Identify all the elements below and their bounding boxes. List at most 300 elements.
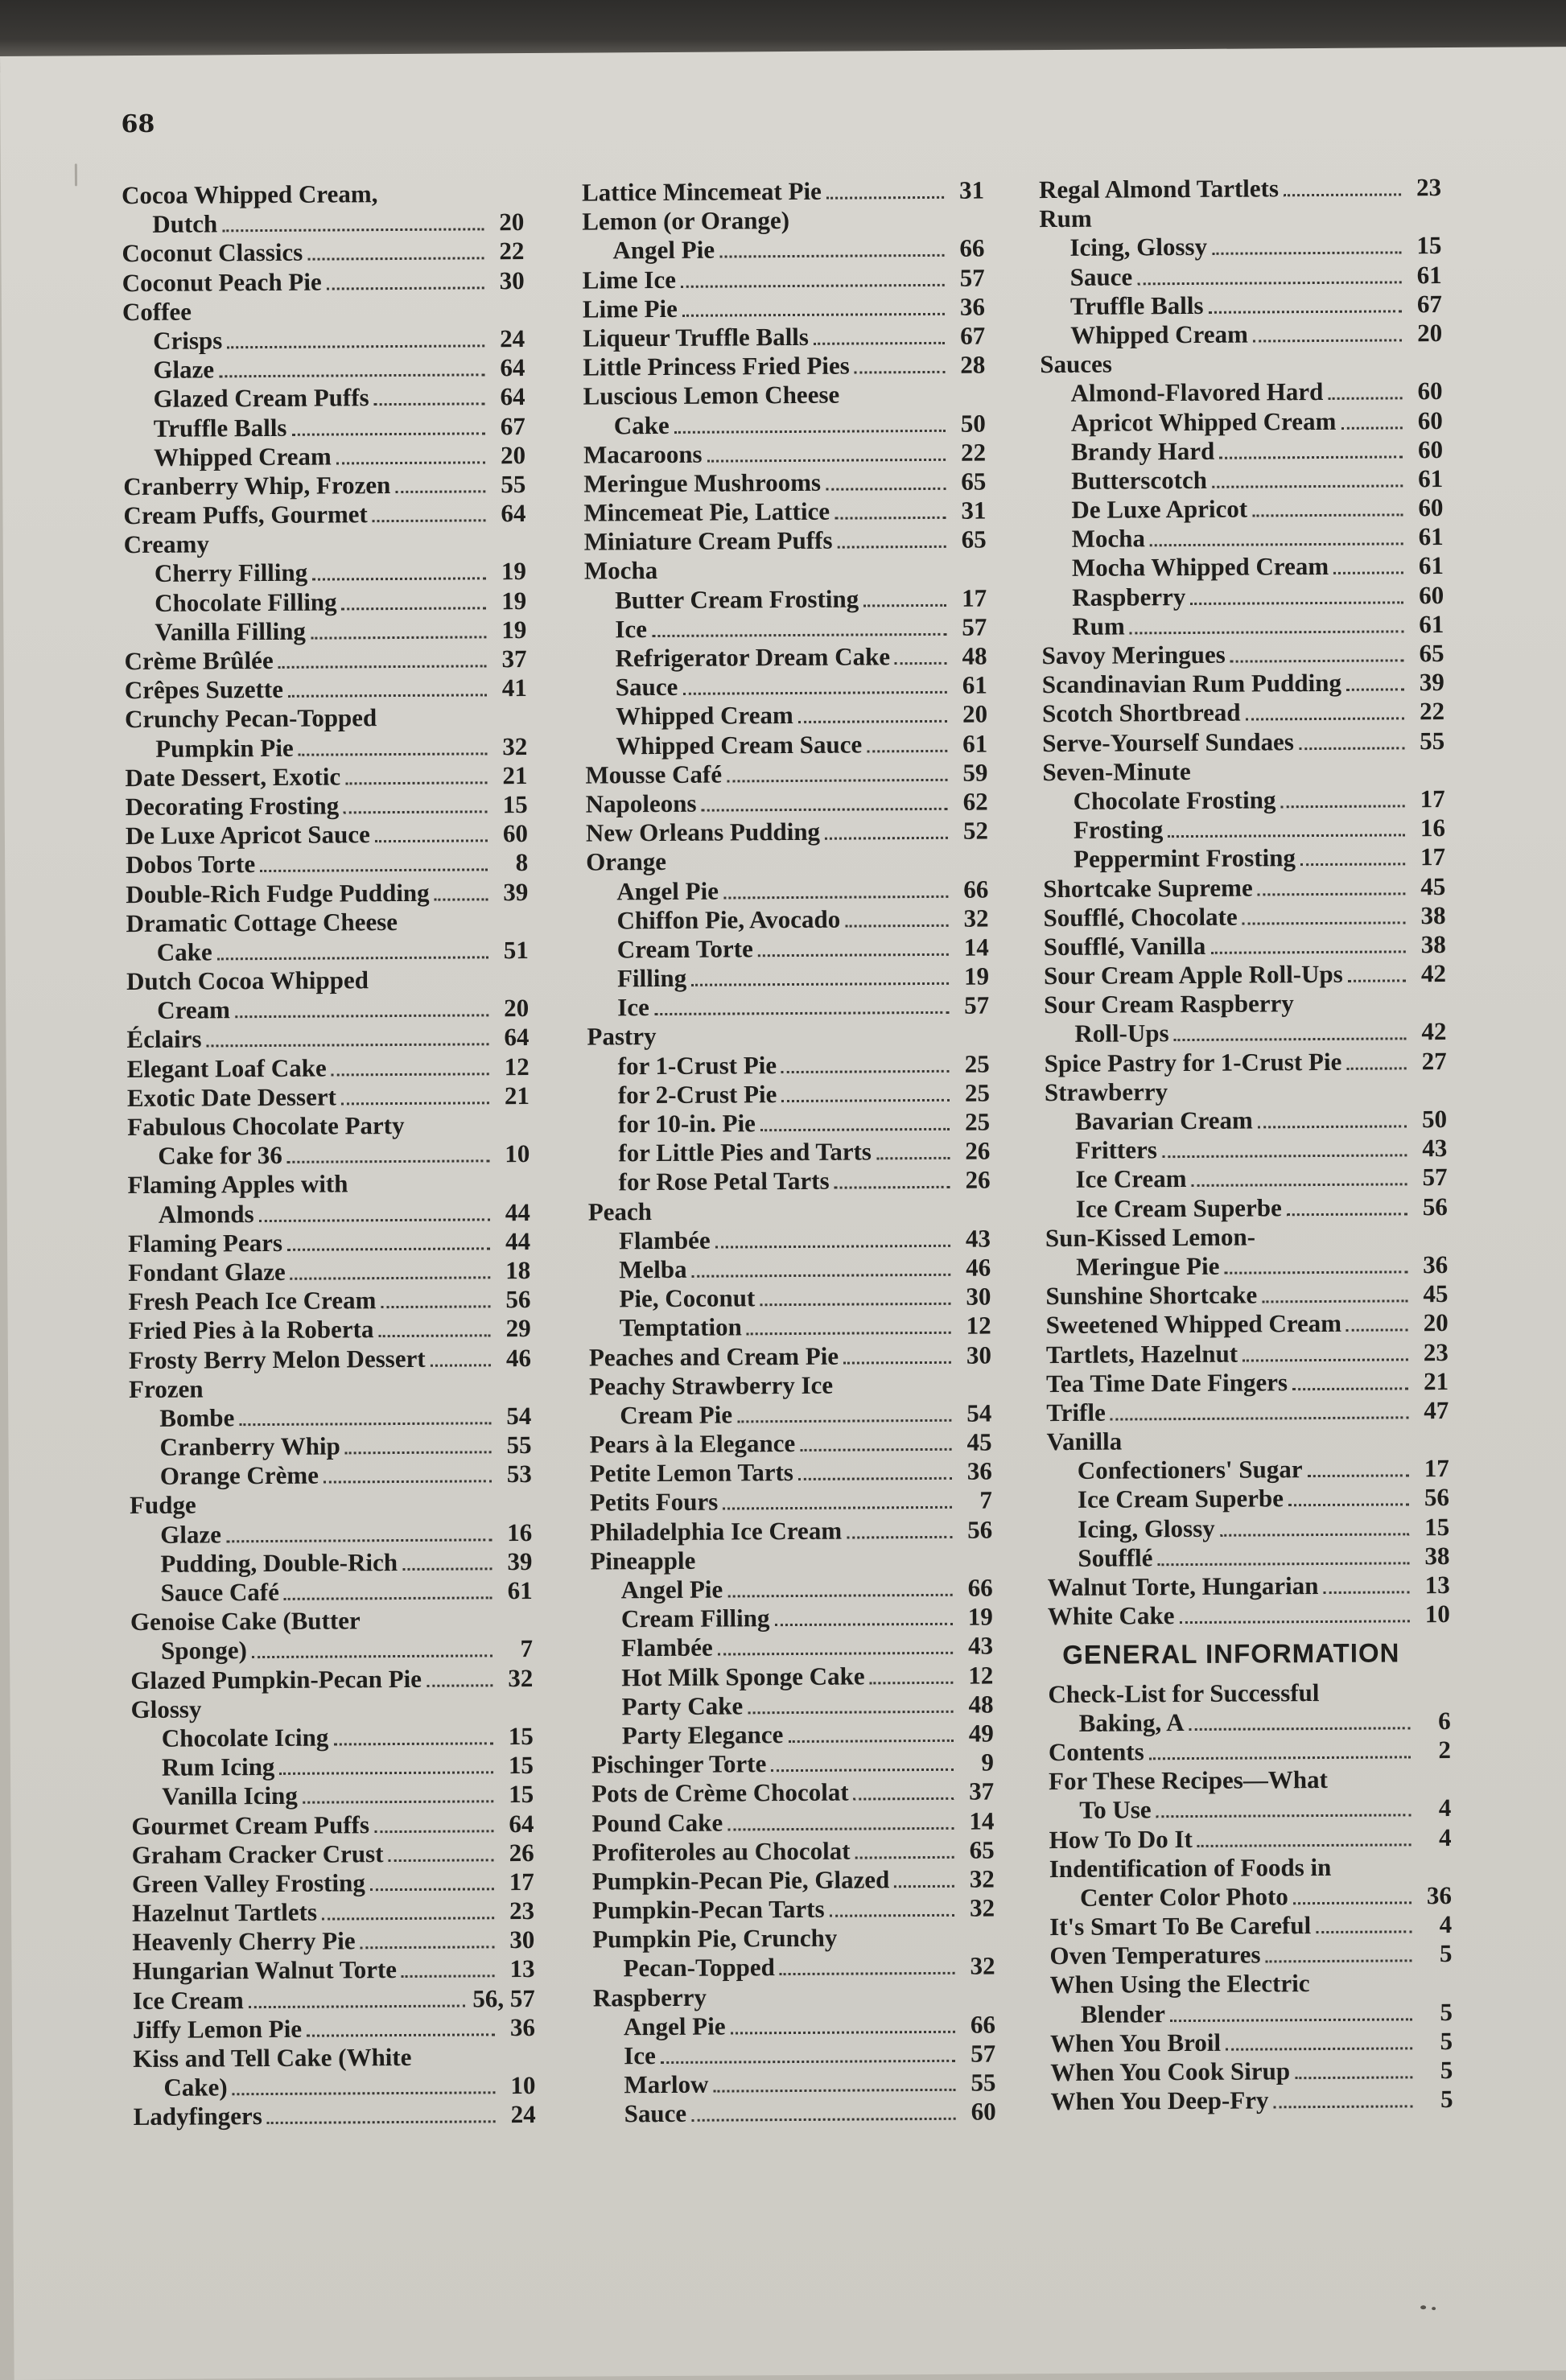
entry-text: Soufflé, Vanilla <box>1043 931 1206 961</box>
entry-page-number: 67 <box>500 411 525 440</box>
entry-page-number: 32 <box>970 1951 995 1981</box>
index-entry <box>1049 1852 1452 1884</box>
index-entry <box>122 353 525 385</box>
index-entry <box>1049 1764 1451 1796</box>
entry-text: Cake <box>613 410 670 439</box>
leader-dots <box>826 488 946 491</box>
leader-dots <box>226 1538 492 1542</box>
entry-text: When You Deep-Fry <box>1050 2086 1269 2116</box>
entry-page-number: 30 <box>966 1282 991 1311</box>
leader-dots <box>381 1305 490 1308</box>
entry-page-number: 7 <box>520 1634 534 1663</box>
entry-text: Coconut Peach Pie <box>122 267 322 297</box>
entry-page-number: 19 <box>501 557 527 586</box>
entry-text: Crunchy Pecan-Topped <box>124 703 377 734</box>
index-entry <box>124 557 526 588</box>
entry-text: Party Elegance <box>621 1720 784 1750</box>
index-entry <box>589 1311 991 1343</box>
entry-text: For These Recipes—What <box>1049 1765 1328 1796</box>
index-entry <box>592 1923 995 1954</box>
leader-dots <box>361 1946 495 1950</box>
index-entry <box>588 1224 991 1255</box>
leader-dots <box>1224 1270 1407 1274</box>
index-entry <box>593 2010 995 2041</box>
leader-dots <box>1308 1475 1409 1478</box>
leader-dots <box>691 982 949 986</box>
entry-page-number: 50 <box>960 409 986 438</box>
index-entry <box>584 642 987 673</box>
entry-page-number: 24 <box>500 323 525 353</box>
entry-text: Raspberry <box>592 1983 707 2012</box>
leader-dots <box>747 1332 951 1336</box>
entry-text: Sauce <box>1069 261 1133 291</box>
leader-dots <box>370 1888 494 1891</box>
index-entry <box>586 904 988 935</box>
entry-text: for Rose Petal Tarts <box>618 1167 830 1196</box>
index-entry <box>130 1460 532 1491</box>
entry-page-number: 24 <box>510 2100 536 2129</box>
entry-page-number: 61 <box>1418 463 1444 493</box>
index-entry <box>123 412 525 443</box>
index-column-3 <box>1039 173 1453 2116</box>
entry-text: Icing, Glossy <box>1069 233 1208 262</box>
entry-page-number: 13 <box>509 1954 535 1983</box>
index-entry <box>130 1634 533 1666</box>
index-entry <box>1042 727 1444 758</box>
index-entry <box>126 1023 529 1054</box>
entry-text: Genoise Cake (Butter <box>130 1606 361 1637</box>
index-entry <box>1039 231 1441 262</box>
leader-dots <box>345 1451 492 1454</box>
index-entry <box>587 1078 990 1110</box>
leader-dots <box>307 2033 495 2036</box>
entry-text: for 2-Crust Pie <box>617 1079 777 1110</box>
entry-text: Coconut Classics <box>122 238 303 268</box>
index-entry <box>1046 1425 1449 1456</box>
entry-page-number: 55 <box>971 2068 996 2097</box>
leader-dots <box>838 546 946 549</box>
leader-dots <box>867 749 947 752</box>
index-entry <box>1041 551 1444 583</box>
entry-text: Exotic Date Dessert <box>126 1082 336 1112</box>
leader-dots <box>1346 1329 1408 1332</box>
entry-page-number: 27 <box>1421 1046 1447 1075</box>
entry-text: Whipped Cream <box>153 442 332 471</box>
entry-page-number: 48 <box>962 641 987 670</box>
entry-text: Glossy <box>130 1694 202 1723</box>
entry-page-number: 62 <box>962 787 988 816</box>
leader-dots <box>1300 863 1405 867</box>
entry-text: Cranberry Whip, Frozen <box>123 470 391 500</box>
index-entry <box>126 994 529 1025</box>
entry-text: Crêpes Suzette <box>124 675 284 705</box>
entry-text: Hot Milk Sponge Cake <box>621 1661 865 1691</box>
entry-text: Sour Cream Raspberry <box>1044 989 1294 1019</box>
entry-text: Date Dessert, Exotic <box>125 762 341 792</box>
entry-text: Crème Brûlée <box>124 645 274 676</box>
entry-page-number: 10 <box>510 2071 536 2100</box>
entry-page-number: 57 <box>971 2039 996 2068</box>
entry-text: When Using the Electric <box>1049 1969 1310 1999</box>
index-entry <box>590 1457 992 1489</box>
entry-page-number: 4 <box>1438 1822 1452 1851</box>
leader-dots <box>894 1885 954 1888</box>
leader-dots <box>731 2031 955 2035</box>
entry-text: Elegant Loaf Cake <box>126 1053 327 1083</box>
index-entry <box>1042 668 1444 699</box>
entry-text: Fresh Peach Ice Cream <box>128 1286 377 1316</box>
entry-text: Check-List for Successful <box>1048 1678 1320 1708</box>
entry-text: Cream Puffs, Gourmet <box>123 500 368 530</box>
entry-text: Kiss and Tell Cake (White <box>133 2042 412 2073</box>
index-entry <box>132 1896 534 1928</box>
leader-dots <box>374 1830 493 1833</box>
entry-page-number: 60 <box>1418 493 1444 522</box>
entry-page-number: 61 <box>1418 551 1444 580</box>
leader-dots <box>1192 1184 1407 1188</box>
index-entry <box>587 962 989 994</box>
index-entry <box>130 1664 533 1695</box>
entry-text: Ice <box>624 2041 656 2070</box>
index-entry <box>593 2039 995 2070</box>
entry-page-number: 60 <box>971 2097 996 2127</box>
index-entry <box>1039 202 1441 233</box>
entry-page-number: 5 <box>1440 1997 1453 2026</box>
index-entry <box>125 673 527 705</box>
index-entry <box>1040 319 1442 350</box>
index-entry <box>1044 988 1446 1019</box>
index-entry <box>587 1166 990 1197</box>
entry-text: Glaze <box>153 355 215 384</box>
entry-text: Glazed Cream Puffs <box>153 383 369 414</box>
entry-text: Chocolate Icing <box>161 1723 329 1752</box>
index-entry <box>590 1515 992 1546</box>
index-column-2 <box>582 176 996 2130</box>
leader-dots <box>692 1274 951 1278</box>
index-entry <box>127 1110 530 1142</box>
index-entry <box>1046 1367 1449 1398</box>
index-entry <box>126 819 528 850</box>
index-entry <box>586 787 988 818</box>
entry-text: Flambée <box>620 1633 713 1662</box>
entry-text: Ice <box>617 993 649 1022</box>
entry-text: Chocolate Frosting <box>1073 785 1276 815</box>
entry-page-number: 50 <box>1421 1105 1448 1134</box>
index-entry <box>129 1431 531 1462</box>
entry-text: Serve-Yourself Sundaes <box>1042 727 1294 757</box>
leader-dots <box>702 808 948 812</box>
entry-page-number: 56 <box>1422 1192 1448 1221</box>
index-entry <box>1039 173 1441 204</box>
entry-text: Flaming Pears <box>127 1228 283 1258</box>
entry-text: Baking, A <box>1078 1707 1185 1737</box>
leader-dots <box>843 1361 951 1364</box>
index-entry <box>589 1340 991 1372</box>
entry-text: Pots de Crème Chocolat <box>591 1777 849 1808</box>
index-entry <box>122 382 525 414</box>
entry-text: Truffle Balls <box>153 413 287 443</box>
entry-page-number: 9 <box>981 1748 995 1777</box>
entry-page-number: 32 <box>969 1893 995 1922</box>
leader-dots <box>1190 601 1403 605</box>
index-entry <box>1045 1163 1447 1194</box>
entry-page-number: 2 <box>1438 1735 1451 1764</box>
leader-dots <box>707 459 946 463</box>
entry-page-number: 37 <box>969 1777 995 1806</box>
leader-dots <box>760 1128 950 1131</box>
entry-page-number: 45 <box>966 1427 992 1456</box>
entry-text: Bavarian Cream <box>1075 1106 1253 1135</box>
entry-text: Chiffon Pie, Avocado <box>616 904 841 935</box>
leader-dots <box>713 2089 955 2093</box>
leader-dots <box>299 752 488 756</box>
entry-text: Peach <box>587 1196 653 1226</box>
index-entry <box>584 525 987 557</box>
leader-dots <box>219 373 484 377</box>
index-entry <box>122 324 525 356</box>
index-entry <box>126 790 528 821</box>
index-entry <box>591 1690 993 1721</box>
entry-page-number: 36 <box>509 2012 536 2041</box>
index-entry <box>1040 290 1442 321</box>
entry-page-number: 60 <box>1417 406 1443 434</box>
entry-text: Cranberry Whip <box>159 1431 340 1461</box>
index-entry <box>587 1020 989 1052</box>
entry-text: Walnut Torte, Hungarian <box>1047 1571 1319 1602</box>
index-entry <box>125 761 527 793</box>
index-entry <box>122 266 525 298</box>
paper-speck <box>1420 2305 1426 2309</box>
entry-text: Dramatic Cottage Cheese <box>126 907 398 937</box>
index-entry <box>591 1574 993 1605</box>
entry-page-number: 45 <box>1420 871 1446 900</box>
entry-text: Peppermint Frosting <box>1074 843 1296 874</box>
paper-speck <box>1432 2307 1436 2310</box>
entry-text: Graham Cracker Crust <box>131 1839 384 1869</box>
entry-text: Trifle <box>1046 1398 1106 1427</box>
index-entry <box>123 499 525 530</box>
entry-page-number: 61 <box>1418 522 1444 551</box>
leader-dots <box>1346 689 1404 691</box>
index-entry <box>1047 1513 1449 1544</box>
index-entry <box>589 1369 991 1401</box>
leader-dots <box>1258 1125 1407 1128</box>
entry-page-number: 47 <box>1424 1395 1449 1425</box>
index-entry <box>592 1952 995 1983</box>
index-entry <box>591 1661 993 1692</box>
entry-page-number: 45 <box>1423 1279 1449 1308</box>
entry-text: Pudding, Double-Rich <box>160 1547 398 1578</box>
entry-text: Coffee <box>122 297 192 326</box>
leader-dots <box>826 196 944 200</box>
index-entry <box>583 292 985 323</box>
leader-dots <box>1242 1358 1408 1361</box>
index-entry <box>582 234 984 266</box>
index-entry <box>590 1486 992 1517</box>
entry-page-number: 56 <box>505 1285 531 1314</box>
leader-dots <box>1295 2076 1412 2079</box>
leader-dots <box>691 2118 956 2122</box>
index-entry <box>1046 1396 1449 1427</box>
index-entry <box>588 1283 991 1314</box>
leader-dots <box>798 1477 952 1480</box>
index-entry <box>1050 2027 1453 2058</box>
index-entry <box>582 205 984 237</box>
entry-text: Liqueur Truffle Balls <box>583 322 810 352</box>
entry-text: Sweetened Whipped Cream <box>1045 1309 1342 1340</box>
entry-text: Fabulous Chocolate Party <box>127 1110 405 1142</box>
entry-text: Pound Cake <box>591 1808 723 1838</box>
entry-page-number: 20 <box>499 208 525 237</box>
entry-text: Party Cake <box>621 1691 744 1721</box>
leader-dots <box>1341 426 1402 429</box>
entry-page-number: 17 <box>509 1867 534 1896</box>
index-entry <box>130 1693 533 1724</box>
leader-dots <box>279 1771 493 1775</box>
leader-dots <box>1209 310 1402 313</box>
leader-dots <box>1242 921 1406 924</box>
entry-text: Butter Cream Frosting <box>615 584 859 614</box>
entry-page-number: 56 <box>1424 1483 1450 1512</box>
leader-dots <box>758 953 949 957</box>
index-entry <box>128 1227 530 1258</box>
entry-text: Éclairs <box>126 1024 202 1054</box>
entry-page-number: 57 <box>959 263 985 292</box>
leader-dots <box>781 1099 950 1102</box>
index-entry <box>125 732 527 764</box>
index-entry <box>129 1314 531 1345</box>
entry-page-number: 54 <box>506 1401 532 1431</box>
entry-text: Sauce <box>624 2099 687 2128</box>
leader-dots <box>1130 630 1404 634</box>
entry-page-number: 21 <box>1423 1366 1449 1395</box>
entry-text: Melba <box>619 1254 687 1284</box>
leader-dots <box>788 1740 953 1743</box>
entry-page-number: 15 <box>508 1721 534 1751</box>
entry-text: New Orleans Pudding <box>585 817 821 847</box>
index-entry <box>1043 784 1445 816</box>
leader-dots <box>870 1681 954 1684</box>
entry-text: Frozen <box>129 1374 204 1403</box>
index-entry <box>587 1137 990 1168</box>
leader-dots <box>322 1917 494 1920</box>
entry-text: Little Princess Fried Pies <box>583 351 850 381</box>
index-entry <box>1050 2056 1453 2087</box>
index-entry <box>587 933 989 964</box>
entry-page-number: 12 <box>968 1661 994 1690</box>
entry-page-number: 66 <box>967 1573 993 1602</box>
index-entry <box>126 907 528 938</box>
entry-page-number: 18 <box>505 1255 531 1285</box>
index-entry <box>586 846 988 877</box>
index-entry <box>585 758 987 789</box>
entry-text: Lattice Mincemeat Pie <box>581 176 822 207</box>
leader-dots <box>278 665 487 669</box>
leader-dots <box>748 1711 953 1715</box>
index-entry <box>583 438 986 469</box>
entry-text: Ice <box>615 614 648 644</box>
index-entry <box>585 700 987 731</box>
entry-text: Napoleons <box>585 789 697 818</box>
entry-text: for 10-in. Pie <box>618 1109 756 1139</box>
entry-page-number: 66 <box>963 875 989 904</box>
entry-page-number: 15 <box>509 1780 534 1809</box>
entry-text: Rum <box>1039 204 1092 233</box>
leader-dots <box>1346 1067 1406 1069</box>
entry-page-number: 38 <box>1420 900 1446 929</box>
leader-dots <box>1262 1299 1407 1303</box>
entry-page-number: 44 <box>505 1197 530 1226</box>
leader-dots <box>1266 1960 1412 1963</box>
entry-page-number: 12 <box>966 1311 991 1340</box>
leader-dots <box>1156 1814 1411 1818</box>
index-entry <box>1049 1939 1452 1970</box>
leader-dots <box>737 1419 951 1423</box>
index-entry <box>583 263 985 294</box>
entry-text: Butterscotch <box>1071 465 1208 495</box>
leader-dots <box>291 1276 491 1280</box>
leader-dots <box>344 810 488 813</box>
entry-text: Whipped Cream Sauce <box>616 730 863 760</box>
leader-dots <box>1157 1562 1409 1566</box>
index-entry <box>588 1253 991 1284</box>
entry-page-number: 15 <box>1424 1512 1450 1541</box>
leader-dots <box>1316 1930 1411 1933</box>
entry-text: Frosting <box>1073 815 1164 844</box>
index-entry <box>1045 1134 1447 1165</box>
entry-text: Rum <box>1072 611 1125 640</box>
entry-text: Almonds <box>158 1199 254 1229</box>
entry-page-number: 30 <box>966 1340 991 1369</box>
index-entry <box>589 1428 991 1460</box>
entry-text: Pumpkin Pie <box>155 733 294 763</box>
entry-text: Meringue Mushrooms <box>583 467 822 498</box>
index-entry <box>585 671 987 702</box>
entry-text: Petite Lemon Tarts <box>589 1458 794 1488</box>
leader-dots <box>1287 1213 1407 1216</box>
entry-page-number: 14 <box>969 1806 995 1835</box>
index-entry <box>586 875 988 906</box>
index-entry <box>132 1954 534 1986</box>
entry-text: Lime Ice <box>582 265 677 294</box>
entry-page-number: 65 <box>961 467 987 496</box>
index-entry <box>1041 610 1444 641</box>
index-entry <box>594 2098 996 2129</box>
entry-text: Brandy Hard <box>1070 436 1215 466</box>
entry-page-number: 61 <box>507 1575 533 1605</box>
entry-text: Soufflé, Chocolate <box>1043 902 1238 932</box>
index-entry <box>584 612 987 644</box>
index-entry <box>1049 1910 1452 1941</box>
index-entry <box>1048 1600 1450 1631</box>
entry-page-number: 37 <box>501 644 527 673</box>
index-entry <box>1046 1338 1449 1369</box>
entry-text: Truffle Balls <box>1069 290 1204 320</box>
index-entry <box>125 702 527 734</box>
index-entry <box>132 1925 534 1957</box>
leader-dots <box>1253 339 1402 342</box>
entry-page-number: 6 <box>1438 1706 1451 1735</box>
entry-text: Sauce <box>615 673 678 702</box>
entry-text: Regal Almond Tartlets <box>1038 174 1280 204</box>
entry-page-number: 15 <box>1416 231 1442 260</box>
leader-dots <box>373 519 486 522</box>
index-entry <box>592 1835 995 1867</box>
index-entry <box>1044 1017 1446 1048</box>
leader-dots <box>654 1011 949 1015</box>
entry-page-number: 7 <box>979 1485 993 1515</box>
entry-page-number: 36 <box>966 1456 992 1485</box>
